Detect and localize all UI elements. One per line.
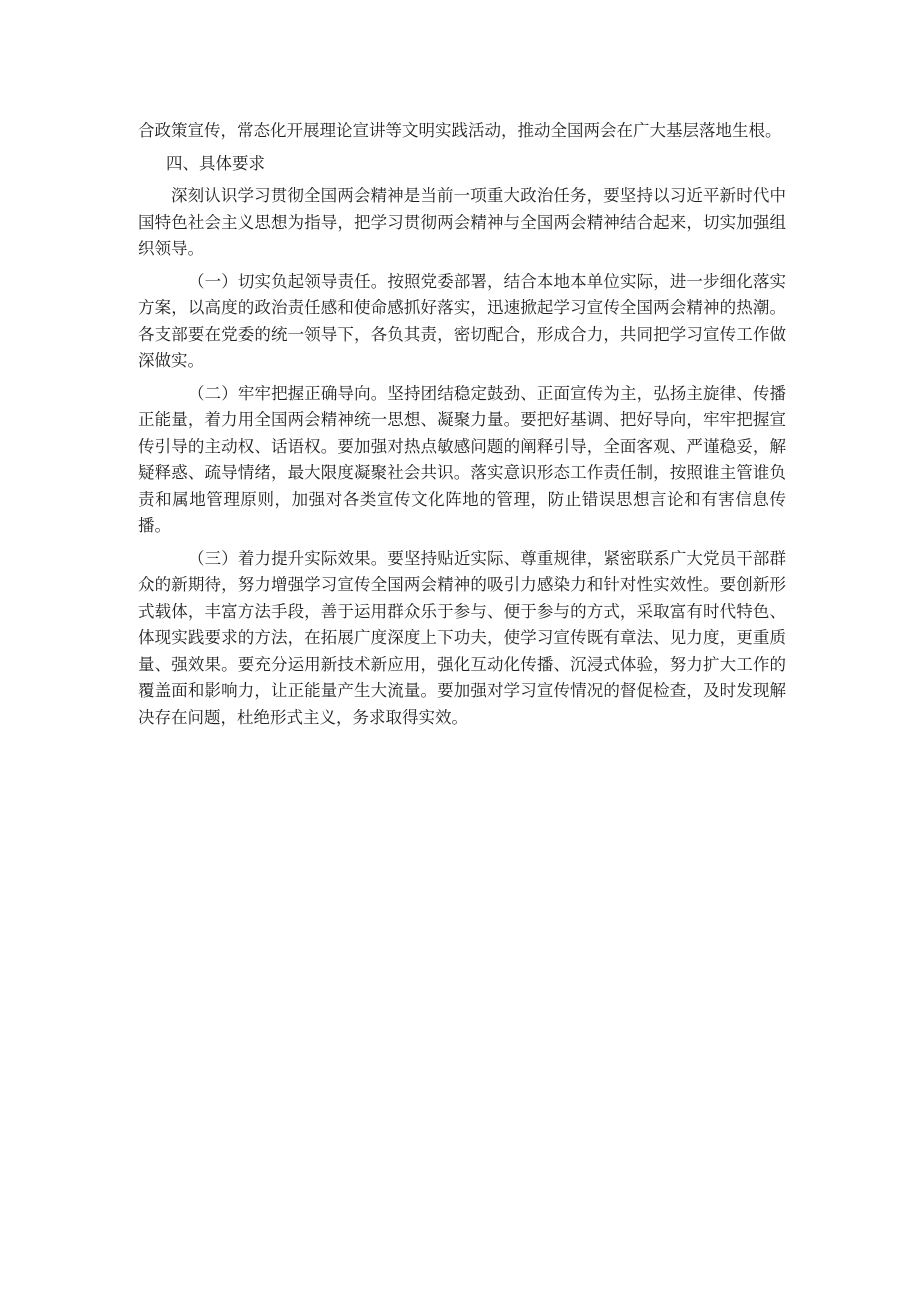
paragraph-item-3: （三）着力提升实际效果。要坚持贴近实际、尊重规律，紧密联系广大党员干部群众的新期待，努力增强学习宣传全国两会精神的吸引力感染力和针对性实效性。要创新形式载体，丰富方法手段，善于运用群众乐于参与、便于参与的方式，采取富有时代特色、体现实践要求的方法，在拓展广度深度上下功夫，使学习宣传既有章法、见力度，更重质量、强效果。要充分运用新技术新应用，强化互动化传播、沉浸式体验，努力扩大工作的覆盖面和影响力，让正能量产生大流量。要加强对学习宣传情况的督促检查，及时发现解决存在问题，杜绝形式主义，务求取得实效。 xyxy=(138,548,786,727)
section-heading: 四、具体要求 xyxy=(166,153,265,173)
paragraph-continuation: 合政策宣传，常态化开展理论宣讲等文明实践活动，推动全国两会在广大基层落地生根。 xyxy=(138,121,782,140)
document-body xyxy=(138,118,786,737)
paragraph-item-1: （一）切实负起领导责任。按照党委部署，结合本地本单位实际，进一步细化落实方案，以高度的政治责任感和使命感抓好落实，迅速掀起学习宣传全国两会精神的热潮。各支部要在党委的统一领导下，各负其责，密切配合，形成合力，共同把学习宣传工作做深做实。 xyxy=(138,271,786,370)
paragraph-intro: 深刻认识学习贯彻全国两会精神是当前一项重大政治任务，要坚持以习近平新时代中国特色社会主义思想为指导，把学习贯彻两会精神与全国两会精神结合起来，切实加强组织领导。 xyxy=(138,186,786,258)
paragraph-item-2: （二）牢牢把握正确导向。坚持团结稳定鼓劲、正面宣传为主，弘扬主旋律、传播正能量，着力用全国两会精神统一思想、凝聚力量。要把好基调、把好导向，牢牢把握宣传引导的主动权、话语权。要加强对热点敏感问题的阐释引导，全面客观、严谨稳妥，解疑释惑、疏导情绪，最大限度凝聚社会共识。落实意识形态工作责任制，按照谁主管谁负责和属地管理原则，加强对各类宣传文化阵地的管理，防止错误思想言论和有害信息传播。 xyxy=(138,383,786,535)
